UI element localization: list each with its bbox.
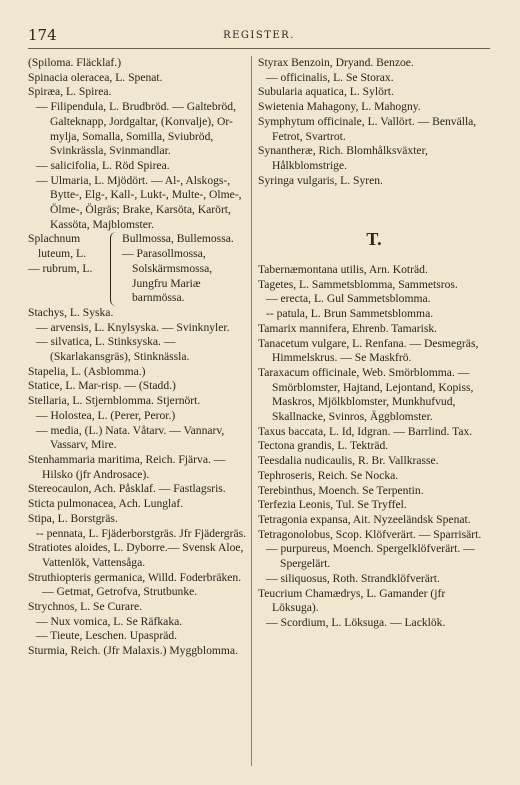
index-entry: Tetragonia expansa, Ait. Nyzeeländsk Spenat. — [258, 512, 471, 526]
left-column — [28, 56, 250, 659]
index-entry: Stipa, L. Borstgräs. — [28, 511, 118, 525]
index-entry: Stellaria, L. Stjernblomma. Stjernört. — [28, 394, 201, 408]
index-entry: Stenhammaria maritima, Reich. Fjärva. — Hilsko (jfr Androsace). — [28, 452, 226, 481]
index-entry: Taraxacum officinale, Web. Smörblomma. — Smörblomster, Hajtand, Lejontand, Kopiss, Maskros, Mjölkblomster, Munkhufvud, Skallnacke, Svinros, Äggblomster. — [258, 365, 474, 424]
index-entry: Tetragonolobus, Scop. Klöfverärt. — Sparrisärt. — [258, 527, 482, 541]
index-entry: Stapelia, L. (Asblomma.) — [28, 364, 146, 378]
index-entry: Subularia aquatica, L. Sylört. — [258, 85, 394, 99]
index-entry: — salicifolia, L. Röd Spirea. — [36, 158, 170, 172]
index-entry: Spinacia oleracea, L. Spenat. — [28, 70, 163, 84]
index-entry: -- pennata, L. Fjäderborstgräs. Jfr Fjädergräs. — [36, 526, 247, 540]
brace-mark — [110, 232, 119, 306]
brace-left-line: Splachnum luteum, L. — [28, 232, 86, 261]
index-entry: Tabernæmontana utilis, Arn. Koträd. — [258, 263, 428, 277]
index-entry: Strychnos, L. Se Curare. — [28, 600, 142, 614]
index-entry: — Scordium, L. Löksuga. — Lacklök. — [266, 615, 446, 629]
page-header — [28, 26, 490, 46]
index-entry: Taxus baccata, L. Id, Idgran. — Barrlind. Tax. — [258, 424, 473, 438]
index-entry: — purpureus, Moench. Spergelklöfverärt. — Spergelärt. — [266, 542, 475, 571]
index-entry: Stratiotes aloides, L. Dyborre.— Svensk Aloe, Vattenlök, Vattensåga. — [28, 541, 244, 569]
index-entry: Spiræa, L. Spirea. — [28, 85, 112, 99]
index-entry: — Nux vomica, L. Se Räfkaka. — [36, 614, 183, 628]
index-entry: — media, (L.) Nata. Våtarv. — Vannarv, Vassarv, Mire. — [36, 423, 225, 452]
index-entry: Terfezia Leonis, Tul. Se Tryffel. — [258, 498, 407, 512]
index-entry: — Holostea, L. (Perer, Peror.) — [36, 408, 176, 422]
index-entry: Teesdalia nudicaulis, R. Br. Vallkrasse. — [258, 454, 439, 468]
index-entry: — officinalis, L. Se Storax. — [266, 70, 394, 84]
page-number: 174 — [28, 26, 57, 44]
column-divider — [251, 56, 252, 766]
index-entry: — siliquosus, Roth. Strandklöfverärt. — [266, 571, 440, 585]
header-rule — [28, 48, 490, 49]
index-entry: Stachys, L. Syska. — [28, 305, 114, 319]
index-entry: Tagetes, L. Sammetsblomma, Sammetsros. — [258, 277, 458, 291]
index-entry: Stereocaulon, Ach. Påsklaf. — Fastlagsris. — [28, 482, 226, 496]
index-entry: Tanacetum vulgare, L. Renfana. — Desmegräs, Himmelskrus. — Se Maskfrö. — [258, 336, 479, 365]
index-entry: — Filipendula, L. Brudbröd. — Galtebröd, Galteknapp, Jordgaltar, (Konvalje), Or-mylja, Somalla, Somilla, Sviubröd, Svinkrässla, Svinmandlar. — [36, 100, 236, 158]
index-entry: Tamarix mannifera, Ehrenb. Tamarisk. — [258, 321, 438, 335]
index-entry: Struthiopteris germanica, Willd. Foderbräken. — Getmat, Getrofva, Strutbunke. — [28, 570, 242, 599]
index-entry: Sturmia, Reich. (Jfr Malaxis.) Myggblomma. — [28, 644, 238, 658]
index-entry: (Spiloma. Fläcklaf.) — [28, 56, 122, 69]
index-entry: Styrax Benzoin, Dryand. Benzoe. — [258, 56, 414, 69]
brace-right-line: Bullmossa, Bullemossa. — [122, 232, 234, 246]
index-entry: Tephroseris, Reich. Se Nocka. — [258, 468, 399, 482]
index-entry: -- patula, L. Brun Sammetsblomma. — [266, 307, 434, 321]
index-entry: Teucrium Chamædrys, L. Gamander (jfr Löksuga). — [258, 586, 446, 615]
brace-entry — [28, 232, 250, 306]
index-entry: Sticta pulmonacea, Ach. Lunglaf. — [28, 497, 184, 511]
index-entry: — silvatica, L. Stinksyska. — (Skarlakansgräs), Stinknässla. — [36, 335, 190, 364]
index-entry: Statice, L. Mar-risp. — (Stadd.) — [28, 379, 176, 393]
index-entry: Syringa vulgaris, L. Syren. — [258, 173, 383, 187]
index-entry: — Tieute, Leschen. Upaspräd. — [36, 629, 178, 643]
index-entry: — arvensis, L. Knylsyska. — Svinknyler. — [36, 320, 230, 334]
index-entry: Symphytum officinale, L. Vallört. — Benvälla, Fetrot, Svartrot. — [258, 114, 477, 143]
index-entry: — Ulmaria, L. Mjödört. — Al-, Alskogs-, Bytte-, Elg-, Kall-, Lukt-, Multe-, Olme-, Ölme-, Ölgräs; Brake, Karsöta, Karört, Kassöta, Majblomster. — [36, 173, 242, 231]
running-head: REGISTER. — [223, 30, 295, 41]
right-column — [258, 56, 490, 631]
index-entry: Swietenia Mahagony, L. Mahogny. — [258, 100, 421, 114]
brace-left-line: — rubrum, L. — [28, 261, 93, 275]
index-entry: — erecta, L. Gul Sammetsblomma. — [266, 292, 431, 306]
index-entry: Terebinthus, Moench. Se Terpentin. — [258, 483, 424, 497]
section-letter: T. — [366, 229, 382, 250]
index-entry: Tectona grandis, L. Tekträd. — [258, 439, 389, 453]
brace-right-line: — Parasollmossa, Solskärmsmossa, Jungfru Mariæ barnmössa. — [122, 247, 213, 305]
index-entry: Synantheræ, Rich. Blomhålksväxter, Hålkblomstrige. — [258, 144, 428, 172]
